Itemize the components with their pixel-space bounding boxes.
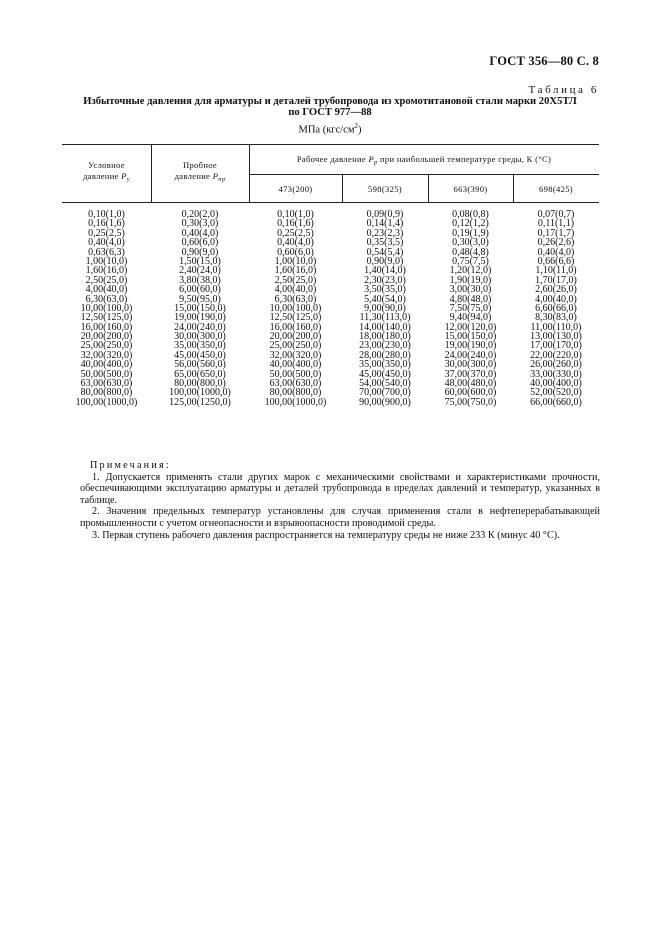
column-test-pressure — [151, 210, 249, 407]
table-cell: 6,00(60,0) — [179, 284, 221, 296]
table-cell: 19,00(190,0) — [174, 312, 226, 324]
table-cell: 15,00(150,0) — [444, 331, 497, 343]
table-cell: 0,20(2,0) — [181, 209, 219, 220]
table-number: Таблица 6 — [528, 84, 599, 96]
note-3: 3. Первая ступень рабочего давления распространяется на температуру среды не ниже 233 К (минус 40 °С). — [92, 529, 560, 541]
table-cell: 0,16(1,6) — [277, 218, 314, 230]
table-cell: 1,60(16,0) — [274, 265, 317, 277]
units-close: ) — [358, 124, 362, 136]
table-cell: 125,00(1250,0) — [169, 396, 231, 408]
table-cell: 2,40(24,0) — [179, 265, 221, 277]
table-cell: 0,09(0,9) — [366, 209, 404, 220]
table-cell: 2,60(26,0) — [535, 284, 577, 296]
header-working-pressure-group: Рабочее давление $P_р$ при наибольшей температуре среды, К (°С) — [296, 154, 552, 166]
table-cell: 0,60(6,0) — [181, 237, 219, 249]
table-cell: 0,40(4,0) — [537, 246, 575, 258]
table-cell: 9,40(94,0) — [449, 312, 492, 324]
table-cell: 75,00(750,0) — [444, 396, 497, 408]
table-cell: 1,70(17,0) — [535, 274, 577, 286]
table-cell: 35,00(350,0) — [174, 340, 226, 352]
units-text: МПа (кгс/см — [298, 124, 355, 136]
table-cell: 40,00(400,0) — [80, 359, 133, 371]
header-temp-473: 473(200) — [278, 184, 313, 194]
table-cell: 4,00(40,0) — [85, 284, 128, 296]
note-2: 2. Значения предельных температур установлены для случая применения стали в нефтеперерабатывающей промышленности с учетом огнеопасности и взрывоопасности проводимой среды. — [80, 506, 600, 529]
table-cell: 54,00(540,0) — [359, 378, 411, 390]
table-cell: 0,19(1,9) — [452, 227, 489, 239]
table-cell: 11,30(113,0) — [359, 312, 411, 324]
table-cell: 50,00(500,0) — [269, 368, 322, 380]
table-title — [60, 96, 600, 118]
table-cell: 0,25(2,5) — [88, 227, 125, 239]
table-cell: 1,90(19,0) — [449, 274, 492, 286]
units-superscript: 2 — [354, 122, 358, 130]
table-cell: 0,35(3,5) — [366, 237, 404, 249]
table-cell: 56,00(560,0) — [174, 359, 226, 371]
table-cell: 20,00(200,0) — [269, 331, 322, 343]
table-units — [60, 122, 600, 136]
table-cell: 1,60(16,0) — [85, 265, 128, 277]
table-cell: 66,00(660,0) — [530, 396, 582, 408]
table-cell: 14,00(140,0) — [359, 321, 411, 333]
table-cell: 2,30(23,0) — [364, 274, 406, 286]
table-cell: 0,40(4,0) — [181, 227, 219, 239]
table-cell: 1,00(10,0) — [274, 255, 317, 267]
table-cell: 3,50(35,0) — [364, 284, 406, 296]
table-cell: 0,48(4,8) — [452, 246, 489, 258]
table-cell: 5,40(54,0) — [364, 293, 406, 305]
table-cell: 22,00(220,0) — [530, 349, 582, 361]
table-cell: 0,25(2,5) — [277, 227, 314, 239]
table-cell: 12,50(125,0) — [269, 312, 322, 324]
column-working-598 — [342, 210, 428, 407]
header-test-pressure: Пробное давление $P_{пр}$ — [174, 160, 226, 183]
table-cell: 6,60(66,0) — [535, 302, 577, 314]
table-cell: 40,00(400,0) — [530, 378, 582, 390]
table-cell: 0,26(2,6) — [537, 237, 575, 249]
table-cell: 0,30(3,0) — [452, 237, 489, 249]
table-cell: 48,00(480,0) — [444, 378, 497, 390]
table-cell: 9,00(90,0) — [364, 302, 406, 314]
table-cell: 8,30(83,0) — [535, 312, 577, 324]
table-cell: 1,20(12,0) — [449, 265, 492, 277]
table-cell: 0,17(1,7) — [537, 227, 575, 239]
table-cell: 0,90(9,0) — [181, 246, 219, 258]
column-working-473 — [249, 210, 342, 407]
table-cell: 40,00(400,0) — [269, 359, 322, 371]
note-1: 1. Допускается применять стали других марок с механическими свойствами и характеристиками прочности, обеспечивающими эксплуатацию арматуры и деталей трубопровода в пределах давлений и температур, указанных в таблице. — [80, 471, 600, 506]
table-cell: 2,50(25,0) — [274, 274, 317, 286]
table-cell: 65,00(650,0) — [174, 368, 226, 380]
header-temp-663: 663(390) — [453, 184, 488, 194]
table-cell: 16,00(160,0) — [80, 321, 133, 333]
table-cell: 11,00(110,0) — [530, 321, 582, 333]
table-cell: 32,00(320,0) — [269, 349, 322, 361]
table-cell: 50,00(500,0) — [80, 368, 133, 380]
header-nominal-pressure: Условное давление $P_у$ — [83, 160, 130, 183]
table-cell: 0,07(0,7) — [537, 209, 575, 220]
document-reference: ГОСТ 356—80 С. 8 — [489, 54, 599, 68]
table-cell: 100,00(1000,0) — [169, 387, 231, 399]
table-cell: 100,00(1000,0) — [264, 396, 327, 408]
table-cell: 24,00(240,0) — [444, 349, 497, 361]
table-cell: 25,00(250,0) — [269, 340, 322, 352]
table-cell: 2,50(25,0) — [85, 274, 128, 286]
table-cell: 0,30(3,0) — [181, 218, 219, 230]
table-cell: 0,54(5,4) — [366, 246, 404, 258]
table-cell: 24,00(240,0) — [174, 321, 226, 333]
column-working-663 — [428, 210, 513, 407]
table-title-line1: Избыточные давления для арматуры и деталей трубопровода из хромотитановой стали марки 20Х5ТЛ — [83, 96, 577, 107]
table-cell: 19,00(190,0) — [444, 340, 497, 352]
table-cell: 45,00(450,0) — [359, 368, 411, 380]
header-temp-598: 598(325) — [368, 184, 402, 194]
table-cell: 1,40(14,0) — [364, 265, 406, 277]
table-cell: 9,50(95,0) — [179, 293, 221, 305]
table-cell: 0,10(1,0) — [277, 209, 314, 220]
table-cell: 0,11(1,1) — [537, 218, 575, 230]
table-cell: 63,00(630,0) — [269, 378, 322, 390]
table-cell: 4,00(40,0) — [535, 293, 577, 305]
table-cell: 20,00(200,0) — [80, 331, 133, 343]
table-cell: 0,66(6,6) — [537, 255, 575, 267]
table-cell: 16,00(160,0) — [269, 321, 322, 333]
column-working-698 — [513, 210, 599, 407]
table-cell: 10,00(100,0) — [269, 302, 322, 314]
table-cell: 4,80(48,0) — [449, 293, 492, 305]
table-cell: 0,90(9,0) — [366, 255, 404, 267]
table-cell: 0,10(1,0) — [88, 209, 125, 220]
table-cell: 17,00(170,0) — [530, 340, 582, 352]
table-cell: 70,00(700,0) — [359, 387, 411, 399]
table-cell: 0,40(4,0) — [88, 237, 125, 249]
table-cell: 0,63(6,3) — [88, 246, 125, 258]
table-cell: 63,00(630,0) — [80, 378, 133, 390]
table-cell: 6,30(63,0) — [274, 293, 317, 305]
notes-heading: Примечания: — [90, 460, 171, 471]
table-cell: 32,00(320,0) — [80, 349, 133, 361]
table-cell: 10,00(100,0) — [80, 302, 133, 314]
table-cell: 12,00(120,0) — [444, 321, 497, 333]
table-cell: 23,00(230,0) — [359, 340, 411, 352]
table-title-line2: по ГОСТ 977—88 — [288, 107, 372, 118]
group-header-rule — [249, 174, 599, 175]
table-cell: 37,00(370,0) — [444, 368, 497, 380]
table-cell: 0,12(1,2) — [452, 218, 489, 230]
table-cell: 7,50(75,0) — [449, 302, 492, 314]
table-cell: 35,00(350,0) — [359, 359, 411, 371]
table-cell: 30,00(300,0) — [444, 359, 497, 371]
table-cell: 1,00(10,0) — [85, 255, 128, 267]
table-cell: 0,40(4,0) — [277, 237, 314, 249]
table-cell: 33,00(330,0) — [530, 368, 582, 380]
table-cell: 25,00(250,0) — [80, 340, 133, 352]
table-cell: 4,00(40,0) — [274, 284, 317, 296]
table-cell: 60,00(600,0) — [444, 387, 497, 399]
table-cell: 30,00(300,0) — [174, 331, 226, 343]
table-cell: 18,00(180,0) — [359, 331, 411, 343]
table-cell: 13,00(130,0) — [530, 331, 582, 343]
table-cell: 90,00(900,0) — [359, 396, 411, 408]
table-cell: 12,50(125,0) — [80, 312, 133, 324]
table-cell: 0,14(1,4) — [366, 218, 404, 230]
table-cell: 80,00(800,0) — [80, 387, 133, 399]
notes-section — [80, 460, 600, 541]
table-cell: 6,30(63,0) — [85, 293, 128, 305]
header-temp-698: 698(425) — [539, 184, 573, 194]
table-cell: 3,80(38,0) — [179, 274, 221, 286]
table-cell: 0,16(1,6) — [88, 218, 125, 230]
table-cell: 15,00(150,0) — [174, 302, 226, 314]
table-cell: 100,00(1000,0) — [75, 396, 138, 408]
table-top-rule — [62, 144, 599, 145]
table-cell: 0,08(0,8) — [452, 209, 489, 220]
table-cell: 45,00(450,0) — [174, 349, 226, 361]
table-cell: 1,50(15,0) — [179, 255, 221, 267]
table-cell: 80,00(800,0) — [174, 378, 226, 390]
table-cell: 0,23(2,3) — [366, 227, 404, 239]
table-cell: 3,00(30,0) — [449, 284, 492, 296]
table-cell: 28,00(280,0) — [359, 349, 411, 361]
table-cell: 26,00(260,0) — [530, 359, 582, 371]
table-cell: 0,75(7,5) — [452, 255, 489, 267]
table-cell: 0,60(6,0) — [277, 246, 314, 258]
table-cell: 80,00(800,0) — [269, 387, 322, 399]
column-nominal-pressure — [62, 210, 151, 407]
table-cell: 52,00(520,0) — [530, 387, 582, 399]
table-cell: 1,10(11,0) — [535, 265, 577, 277]
header-bottom-rule — [62, 202, 599, 203]
